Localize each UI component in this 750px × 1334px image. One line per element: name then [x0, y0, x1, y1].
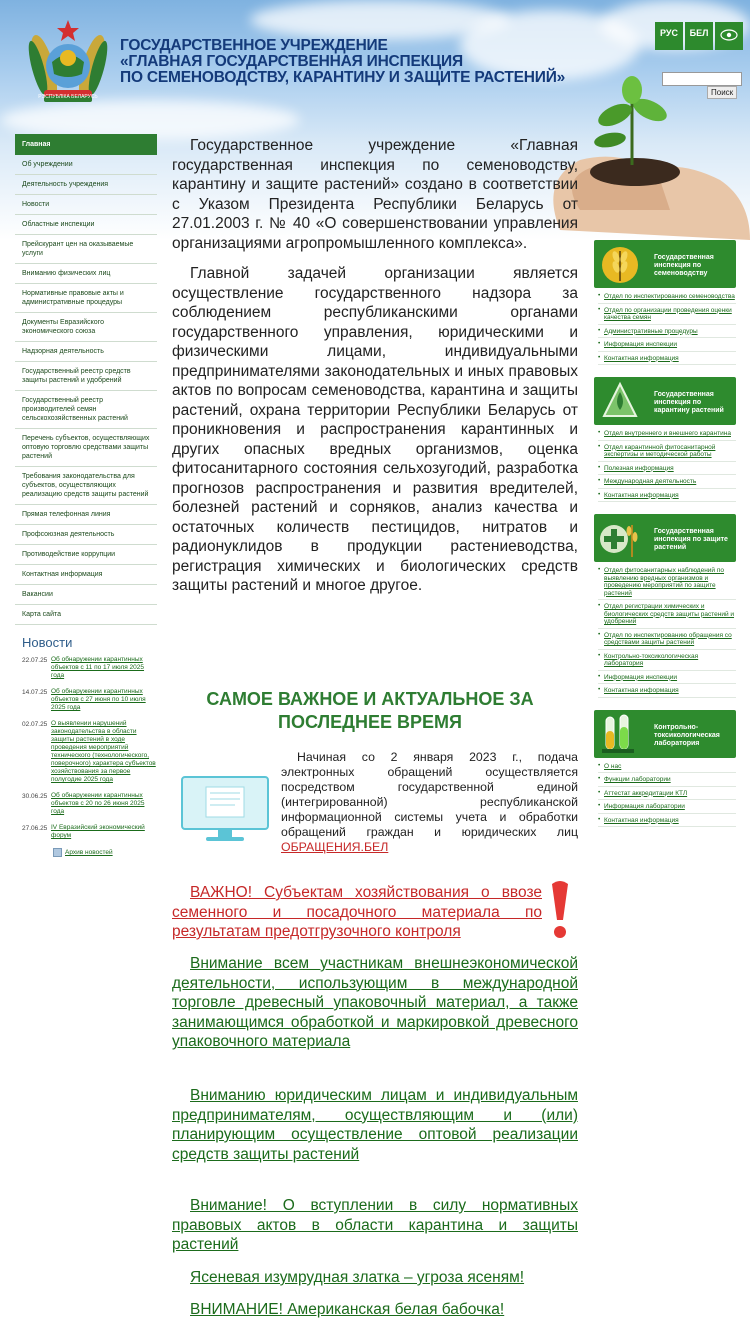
news-archive-link[interactable] [53, 848, 157, 857]
right-link[interactable]: • Аттестат аккредитации КТЛ [598, 787, 736, 801]
sidebar-item-individuals[interactable]: Вниманию физических лиц [15, 264, 157, 284]
news-item [22, 720, 157, 784]
leaf-shield-icon [596, 380, 644, 422]
search-input[interactable] [662, 72, 742, 86]
plant-protection-inspection-links [598, 564, 736, 698]
quarantine-inspection-links [598, 427, 736, 502]
right-link[interactable]: • Контактная информация [598, 814, 736, 828]
alert-link-ash-borer[interactable]: Ясеневая изумрудная златка – угроза ясеням! [190, 1269, 525, 1286]
language-switcher [655, 22, 743, 50]
sidebar-item-seed-registry[interactable]: Государственный реестр производителей семян сельскохозяйственных растений [15, 391, 157, 429]
left-sidebar [15, 134, 157, 857]
sidebar-item-activity[interactable]: Деятельность учреждения [15, 175, 157, 195]
sidebar-item-sitemap[interactable]: Карта сайта [15, 605, 157, 625]
sidebar-item-home[interactable]: Главная [15, 134, 157, 155]
right-link[interactable]: • Полезная информация [598, 462, 736, 476]
news-heading: Новости [22, 635, 73, 650]
computer-monitor-icon [180, 775, 270, 845]
wheat-icon [596, 243, 644, 285]
right-link[interactable]: • Отдел по инспектированию обращения со средствами защиты растений [598, 629, 736, 650]
right-link[interactable]: • Отдел по организации проведения оценки качества семян [598, 304, 736, 325]
seed-inspection-links [598, 290, 736, 365]
sidebar-item-news[interactable]: Новости [15, 195, 157, 215]
intro-paragraph: Государственное учреждение «Главная государственная инспекция по семеноводству, карантину и защите растений» создано в соответствии с Указом Президента Республики Беларусь от 27.01.2003 г. № 40 «О совершенствовании управления организациями агропромышленного комплекса». [172, 137, 578, 252]
news-date: 02.07.25 [22, 721, 48, 728]
news-date: 22.07.25 [22, 657, 48, 664]
site-title [120, 38, 565, 86]
plus-wheat-icon [596, 517, 644, 559]
important-section-title: САМОЕ ВАЖНОЕ И АКТУАЛЬНОЕ ЗА ПОСЛЕДНЕЕ ВРЕМЯ [206, 689, 534, 732]
right-link[interactable]: • Информация инспекции [598, 671, 736, 685]
sidebar-item-regional[interactable]: Областные инспекции [15, 215, 157, 235]
lang-ru-button[interactable]: РУС [655, 22, 683, 50]
lab-header[interactable] [594, 710, 736, 758]
sidebar-item-requirements[interactable]: Требования законодательства для субъектов, осуществляющих реализацию средств защиты растений [15, 467, 157, 505]
block-title: Государственная инспекция по защите растений [654, 528, 728, 551]
mission-paragraph: Главной задачей организации является осуществление государственного надзора за соблюдением республиканскими органами государственного управления, юридическими и физическими лицами, индивидуальными предпринимателями законодательных и иных правовых актов по вопросам семеноводства, карантина и защиты растений, охрана территории Республики Беларусь от проникновения и распространения карантинных и других опасных вредных организмов, оценка фитосанитарного состояния сельхозугодий, разработка прогнозов распространения и развития вредителей, болезней растений и сорняков, анализ качества и остаточных количеств пестицидов, нитратов и радионуклидов в продукции растениеводства, регистрация химических и биологических средств защиты растений и многое другое. [172, 265, 578, 594]
news-link[interactable]: Об обнаружении карантинных объектов с 27 июня по 10 июля 2025 года [51, 688, 146, 711]
alert-link-new-regulations[interactable]: Внимание! О вступлении в силу нормативных правовых актов в области карантина и защиты растений [172, 1197, 578, 1253]
right-link[interactable]: • Отдел фитосанитарных наблюдений по выявлению вредных организмов и проведению мероприятий по защите растений [598, 564, 736, 600]
alert-link-wood-packaging[interactable]: Внимание всем участникам внешнеэкономической деятельности, использующим в международной торговле древесный упаковочный материал, а также занимающимся обработкой и маркировкой древесного упаковочного материала [172, 955, 578, 1050]
main-content [172, 136, 578, 607]
news-date: 14.07.25 [22, 689, 48, 696]
seed-inspection-header[interactable] [594, 240, 736, 288]
right-link[interactable]: • Контрольно-токсикологическая лаборатория [598, 650, 736, 671]
right-link[interactable]: • О нас [598, 760, 736, 774]
state-emblem-icon [22, 18, 114, 110]
appeals-portal-link[interactable]: ОБРАЩЕНИЯ.БЕЛ [281, 840, 389, 854]
archive-icon [53, 848, 62, 857]
sidebar-item-hotline[interactable]: Прямая телефонная линия [15, 505, 157, 525]
news-link[interactable]: Об обнаружении карантинных объектов с 20 по 26 июня 2025 года [51, 792, 145, 815]
news-item [22, 688, 157, 712]
sidebar-item-eaeu-docs[interactable]: Документы Евразийского экономического союза [15, 313, 157, 342]
appeals-text [281, 750, 578, 855]
quarantine-inspection-header[interactable] [594, 377, 736, 425]
test-tubes-icon [596, 713, 644, 755]
news-date: 30.06.25 [22, 793, 48, 800]
news-date: 27.06.25 [22, 825, 48, 832]
eye-icon [720, 28, 738, 42]
news-link[interactable]: IV Евразийский экономический форум [51, 824, 145, 839]
right-link[interactable]: • Контактная информация [598, 684, 736, 698]
right-link[interactable]: • Функции лаборатории [598, 773, 736, 787]
plant-protection-inspection-header[interactable] [594, 514, 736, 562]
news-item [22, 792, 157, 816]
sidebar-item-contacts[interactable]: Контактная информация [15, 565, 157, 585]
news-item [22, 824, 157, 840]
lang-be-button[interactable]: БЕЛ [685, 22, 713, 50]
sidebar-item-plant-protection-registry[interactable]: Государственный реестр средств защиты растений и удобрений [15, 362, 157, 391]
sidebar-item-supervision[interactable]: Надзорная деятельность [15, 342, 157, 362]
right-link[interactable]: • Международная деятельность [598, 475, 736, 489]
sidebar-item-about[interactable]: Об учреждении [15, 155, 157, 175]
news-archive-label: Архив новостей [65, 849, 113, 856]
block-title: Государственная инспекция по карантину растений [654, 391, 724, 414]
site-title-line: ПО СЕМЕНОВОДСТВУ, КАРАНТИНУ И ЗАЩИТЕ РАСТЕНИЙ» [120, 69, 566, 86]
right-link[interactable]: • Отдел внутреннего и внешнего карантина [598, 427, 736, 441]
right-sidebar [594, 240, 736, 839]
alert-link-wholesale[interactable]: Вниманию юридическим лицам и индивидуальным предпринимателям, осуществляющим и (или) планирующим осуществление оптовой реализации средств защиты растений [172, 1087, 578, 1163]
right-link[interactable]: • Отдел регистрации химических и биологических средств защиты растений и удобрений [598, 600, 736, 629]
right-link[interactable]: • Отдел карантинной фитосанитарной экспертизы и методической работы [598, 441, 736, 462]
site-title-line: «ГЛАВНАЯ ГОСУДАРСТВЕННАЯ ИНСПЕКЦИЯ [120, 53, 463, 70]
exclamation-icon [548, 880, 572, 940]
alert-link-white-moth[interactable]: ВНИМАНИЕ! Американская белая бабочка! [190, 1301, 505, 1318]
sidebar-item-wholesale-list[interactable]: Перечень субъектов, осуществляющих оптовую торговлю средствами защиты растений [15, 429, 157, 467]
right-link[interactable]: • Контактная информация [598, 489, 736, 503]
sidebar-item-vacancies[interactable]: Вакансии [15, 585, 157, 605]
lab-links [598, 760, 736, 828]
right-link[interactable]: • Информация инспекции [598, 338, 736, 352]
search-button[interactable]: Поиск [707, 86, 737, 99]
right-link[interactable]: • Административные процедуры [598, 325, 736, 339]
block-title: Государственная инспекция по семеноводству [654, 254, 714, 277]
sidebar-item-prices[interactable]: Прейскурант цен на оказываемые услуги [15, 235, 157, 264]
right-link[interactable]: • Информация лаборатории [598, 800, 736, 814]
block-title: Контрольно-токсикологическая лаборатория [654, 723, 720, 747]
sidebar-item-union[interactable]: Профсоюзная деятельность [15, 525, 157, 545]
news-link[interactable]: О выявлении нарушений законодательства в области защиты растений в ходе проведения мероприятий технического (технологического, поверочного) характера субъектов хозяйствования за первое полугодие 2025 года [51, 720, 156, 783]
right-link[interactable]: • Отдел по инспектированию семеноводства [598, 290, 736, 304]
sidebar-item-legal-acts[interactable]: Нормативные правовые акты и административные процедуры [15, 284, 157, 313]
alert-link-import-control[interactable]: ВАЖНО! Субъектам хозяйствования о ввозе семенного и посадочного материала по результатам предотгрузочного контроля [172, 884, 542, 940]
emblem-ribbon-text: РЭСПУБЛІКА БЕЛАРУСЬ [38, 94, 98, 100]
sidebar-item-anticorruption[interactable]: Противодействие коррупции [15, 545, 157, 565]
site-title-line: ГОСУДАРСТВЕННОЕ УЧРЕЖДЕНИЕ [120, 37, 388, 54]
right-link[interactable]: • Контактная информация [598, 352, 736, 366]
low-vision-button[interactable] [715, 22, 743, 50]
appeals-description: Начиная со 2 января 2023 г., подача электронных обращений осуществляется посредством государственной единой (интегрированной) республиканской информационной системы учета и обработки обращений граждан и юридических лиц [281, 750, 578, 839]
news-link[interactable]: Об обнаружении карантинных объектов с 11 по 17 июля 2025 года [51, 656, 145, 679]
news-item [22, 656, 157, 680]
